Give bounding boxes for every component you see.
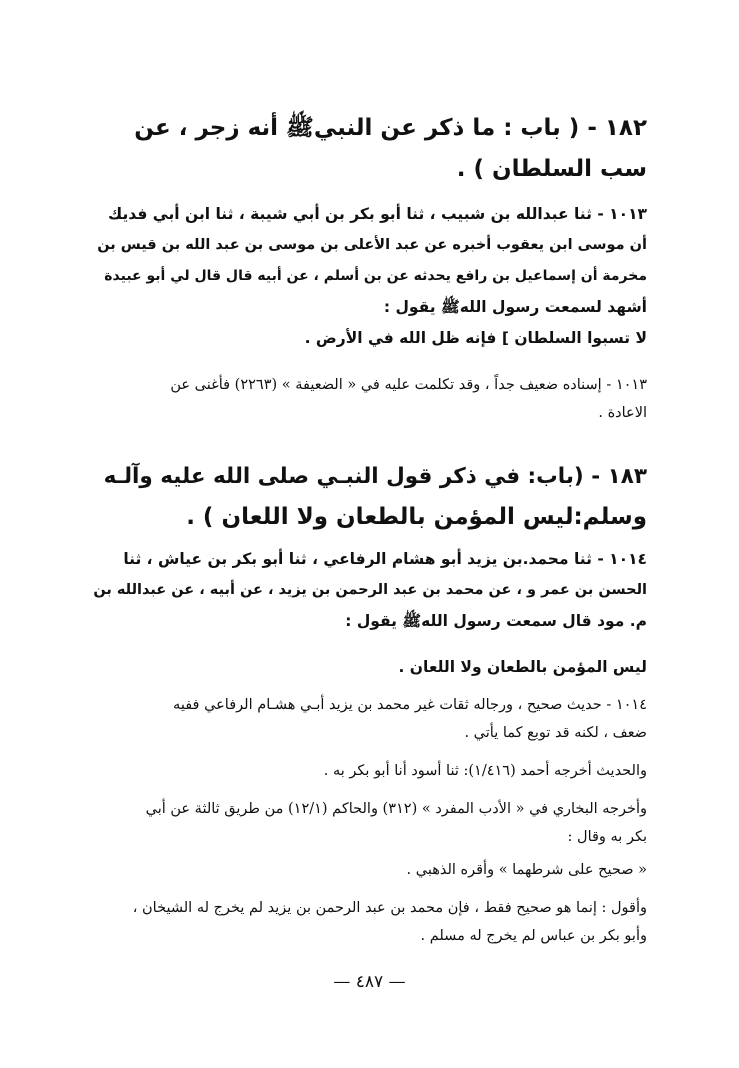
page-number: — ٤٨٧ — [333,972,406,992]
chapter-183-heading [92,456,647,538]
note-1014-bukhari [92,795,647,851]
note-line: وأبو بكر بن عباس لم يخرج له مسلم . [420,928,647,944]
note-1014 [92,691,647,747]
hadith-line: أشهد لسمعت رسول اللهﷺ يقول : [383,298,647,316]
hadith-1014-matn [92,652,647,683]
hadith-1014 [92,544,647,637]
note-line: وأقول : إنما هو صحيح فقط ، فإن محمد بن عبد الرحمن بن يزيد لم يخرج له الشيخان ، [132,900,647,916]
hadith-line: ١٠١٣ - ثنا عبدالله بن شبيب ، ثنا أبو بكر بن أبي شيبة ، ثنا ابن أبي فديك [108,205,647,223]
hadith-matn: ليس المؤمن بالطعان ولا اللعان . [398,658,647,676]
note-1014-ahmad [92,757,647,785]
note-1013 [92,371,647,427]
heading-line: ١٨٣ - (باب: في ذكر قول النبـي صلى الله عليه وآلـه [103,464,647,489]
note-line: وأخرجه البخاري في « الأدب المفرد » (٣١٢) والحاكم (١٢/١) من طريق ثالثة عن أبي [145,801,647,817]
note-line: ضعف ، لكنه قد توبع كما يأتي . [464,725,647,741]
hadith-line: أن موسى ابن يعقوب أخبره عن عبد الأعلى بن موسى بن عبد الله بن قيس بن [97,237,647,253]
hadith-line: ١٠١٤ - ثنا محمد.بن يزيد أبو هشام الرفاعي ، ثنا أبو بكر بن عياش ، ثنا [123,550,647,568]
note-line: والحديث أخرجه أحمد (١/٤١٦): ثنا أسود أنا أبو بكر به . [323,763,647,779]
heading-line: ١٨٢ - ( باب : ما ذكر عن النبيﷺ أنه زجر ، عن [134,115,647,141]
note-line: بكر به وقال : [567,829,647,845]
chapter-182-heading [92,108,647,190]
heading-line: وسلم:ليس المؤمن بالطعان ولا اللعان ) . [186,504,647,530]
hadith-1013 [92,199,647,354]
hadith-line: الحسن بن عمر و ، عن محمد بن عبد الرحمن بن يزيد ، عن أبيه ، عن عبدالله بن [93,582,647,598]
hadith-line: م. مود قال سمعت رسول اللهﷺ يقول : [345,612,647,630]
hadith-matn: لا تسبوا السلطان ] فإنه ظل الله في الأرض . [304,329,647,347]
note-line: « صحيح على شرطهما » وأقره الذهبي . [406,862,647,878]
note-1014-hakim [92,856,647,884]
note-line: الاعادة . [598,405,647,421]
note-1014-conclusion [92,894,647,950]
note-line: ١٠١٣ - إسناده ضعيف جداً ، وقد تكلمت عليه في « الضعيفة » (٢٢٦٣) فأغنى عن [170,377,647,393]
note-line: ١٠١٤ - حديث صحيح ، ورجاله ثقات غير محمد بن يزيد أبـي هشـام الرفاعي ففيه [173,697,647,713]
heading-line: سب السلطان ) . [456,156,647,182]
hadith-line: مخرمة أن إسماعيل بن رافع يحدثه عن بن أسلم ، عن أبيه قال قال لي أبو عبيدة [104,268,647,284]
